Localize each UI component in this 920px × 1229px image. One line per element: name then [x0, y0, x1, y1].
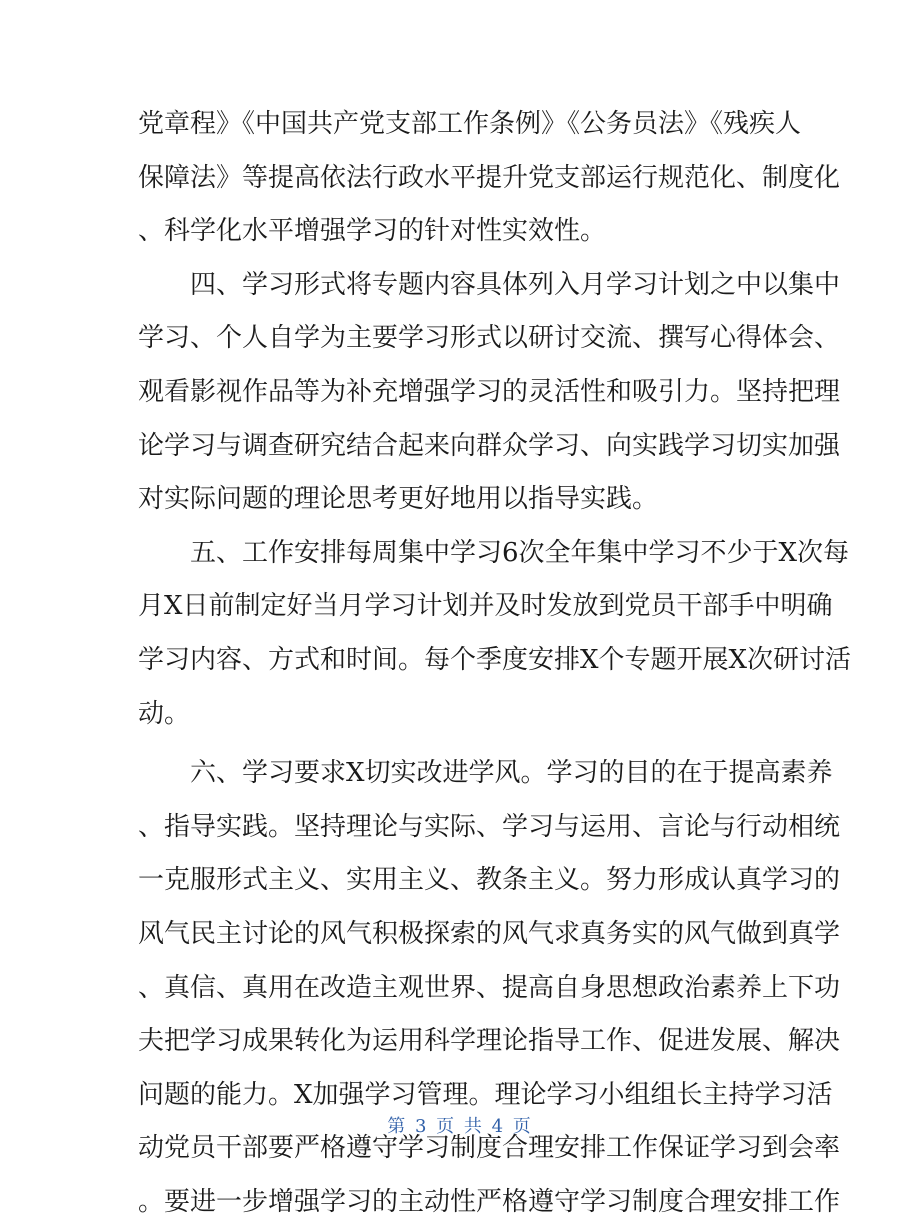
text-line: 、真信、真用在改造主观世界、提高自身思想政治素养上下功 [138, 972, 841, 1003]
text-line: 月X日前制定好当月学习计划并及时发放到党员干部手中明确 [138, 591, 833, 622]
text-line: 对实际问题的理论思考更好地用以指导实践。 [138, 484, 659, 515]
text-line: 党章程》《中国共产党支部工作条例》《公务员法》《残疾人 [138, 109, 802, 139]
paragraph-heading-line: 五、工作安排每周集中学习6次全年集中学习不少于X次每 [190, 537, 850, 568]
text-line: 夫把学习成果转化为运用科学理论指导工作、促进发展、解决 [138, 1026, 841, 1057]
text-line: 、科学化水平增强学习的针对性实效性。 [138, 216, 607, 247]
text-line: 论学习与调查研究结合起来向群众学习、向实践学习切实加强 [138, 430, 841, 461]
text-line: 观看影视作品等为补充增强学习的灵活性和吸引力。坚持把理 [138, 376, 841, 407]
page-number-footer: 第 3 页 共 4 页 [387, 1116, 533, 1137]
paragraph-heading-line: 四、学习形式将专题内容具体列入月学习计划之中以集中 [190, 269, 841, 300]
text-line: 学习内容、方式和时间。每个季度安排X个专题开展X次研讨活 [138, 644, 852, 675]
text-line: 问题的能力。X加强学习管理。理论学习小组组长主持学习活 [138, 1079, 833, 1110]
text-line: 风气民主讨论的风气积极探索的风气求真务实的风气做到真学 [138, 918, 841, 949]
document-body [138, 98, 852, 1229]
text-line: 动党员干部要严格遵守学习制度合理安排工作保证学习到会率 [138, 1133, 841, 1164]
paragraph-heading-line: 六、学习要求X切实改进学风。学习的目的在于提高素养 [190, 758, 833, 789]
text-line: 保障法》等提高依法行政水平提升党支部运行规范化、制度化 [138, 162, 841, 193]
text-line: 学习、个人自学为主要学习形式以研讨交流、撰写心得体会、 [138, 323, 841, 354]
text-line: 一克服形式主义、实用主义、教条主义。努力形成认真学习的 [138, 865, 841, 896]
text-line: 。要进一步增强学习的主动性严格遵守学习制度合理安排工作 [138, 1186, 841, 1217]
text-line: 动。 [138, 698, 191, 729]
text-line: 、指导实践。坚持理论与实际、学习与运用、言论与行动相统 [138, 811, 841, 842]
